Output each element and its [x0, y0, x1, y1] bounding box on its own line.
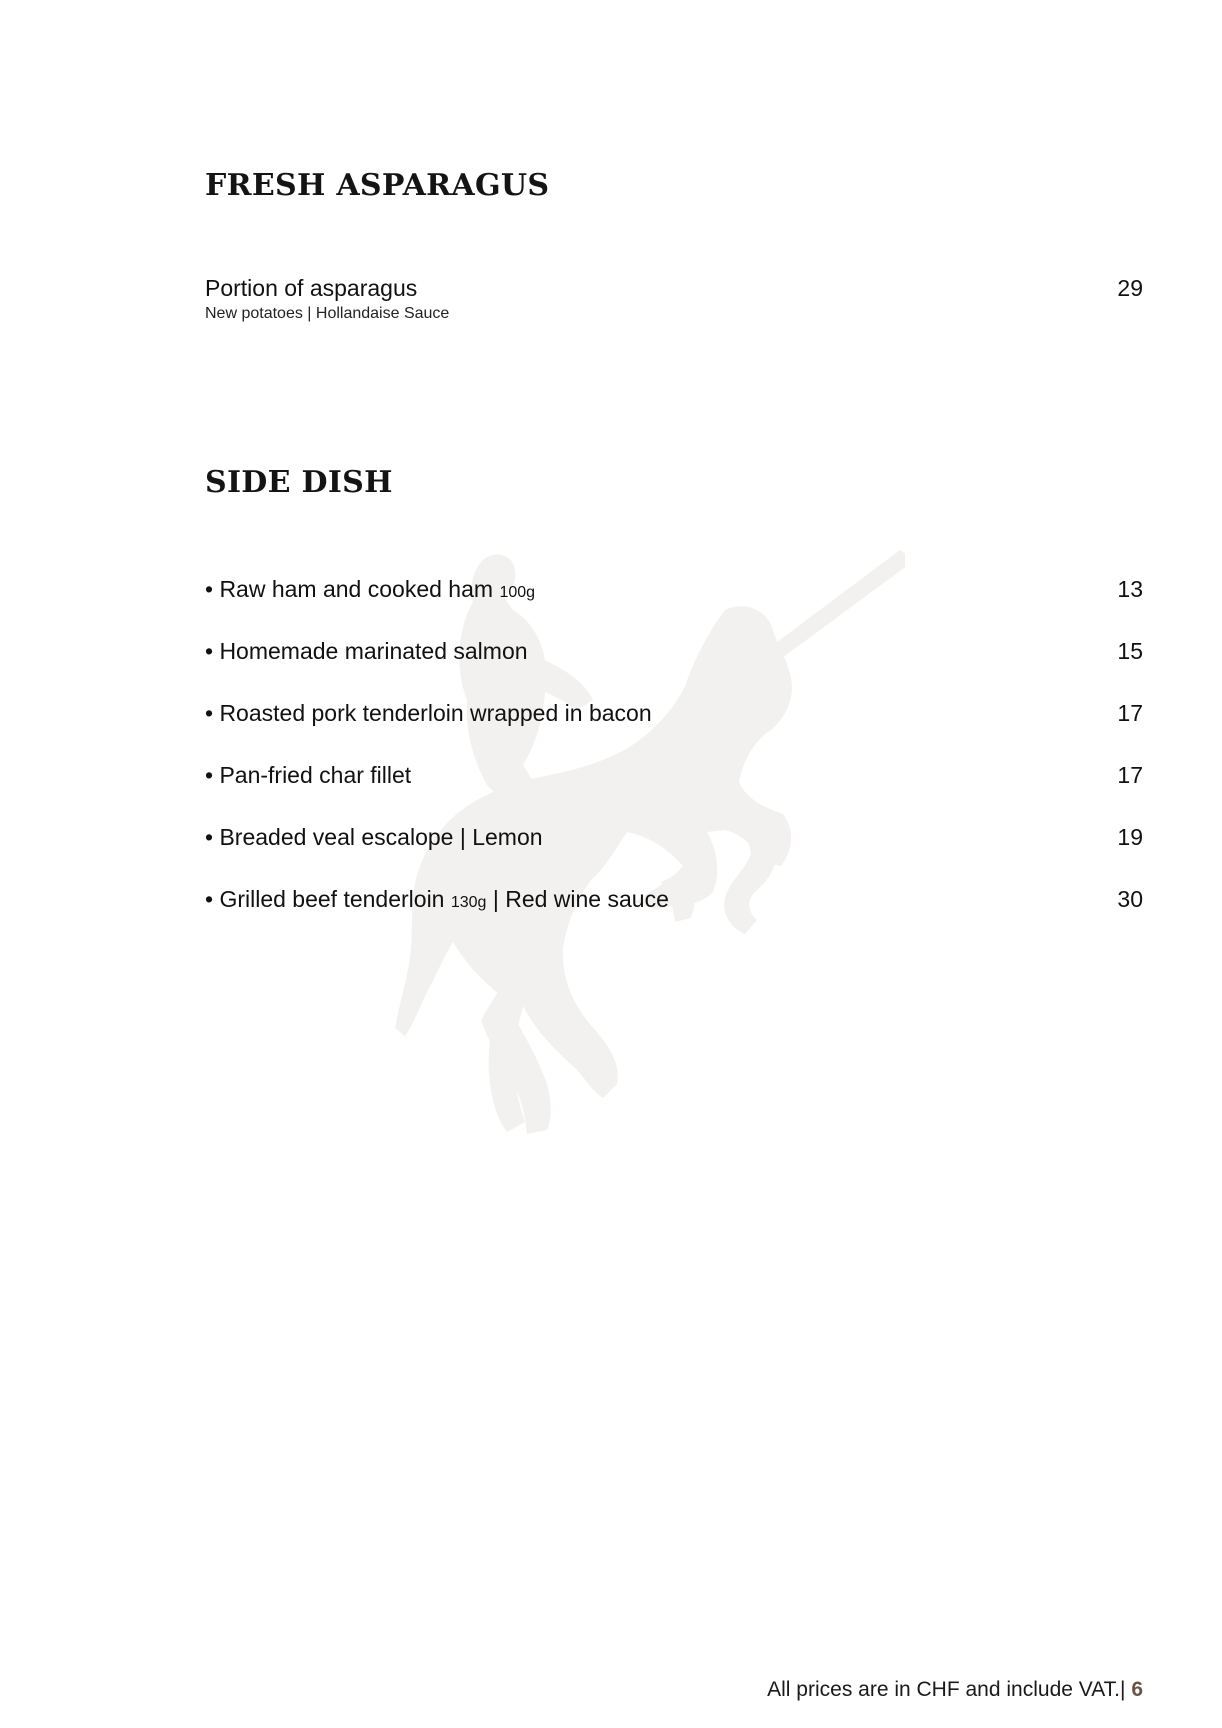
menu-item-name: • Grilled beef tenderloin 130g | Red wine sauce — [205, 886, 669, 912]
menu-item-description: New potatoes | Hollandaise Sauce — [205, 305, 450, 322]
menu-item-weight: 100g — [499, 584, 536, 601]
menu-item-name: Portion of asparagus — [205, 275, 418, 301]
menu-item-pork-tenderloin — [205, 699, 1143, 727]
menu-item-veal-escalope — [205, 823, 1143, 851]
menu-item-price: 15 — [1117, 638, 1143, 664]
menu-item-marinated-salmon — [205, 637, 1143, 665]
menu-item-name: • Pan-fried char fillet — [205, 762, 412, 788]
footer-separator: | — [1120, 1678, 1126, 1701]
page-footer — [767, 1678, 1143, 1702]
menu-item-price: 29 — [1117, 275, 1143, 301]
menu-item-char-fillet — [205, 761, 1143, 789]
menu-item-weight: 130g — [450, 894, 487, 911]
section-title-side-dish: SIDE DISH — [205, 465, 393, 500]
section-title-fresh-asparagus: FRESH ASPARAGUS — [205, 168, 550, 203]
menu-item-name: • Breaded veal escalope | Lemon — [205, 824, 543, 850]
menu-item-name: • Homemade marinated salmon — [205, 638, 528, 664]
menu-item-price: 13 — [1117, 576, 1143, 602]
menu-item-beef-tenderloin — [205, 885, 1143, 917]
menu-item-name: • Raw ham and cooked ham 100g — [205, 576, 536, 602]
menu-item-name: • Roasted pork tenderloin wrapped in bacon — [205, 700, 652, 726]
menu-item-price: 17 — [1117, 762, 1143, 788]
menu-item-suffix: | Red wine sauce — [492, 886, 669, 912]
menu-item-price: 19 — [1117, 824, 1143, 850]
menu-item-price: 30 — [1117, 886, 1143, 912]
menu-item-raw-and-cooked-ham — [205, 575, 1143, 607]
menu-item-price: 17 — [1117, 700, 1143, 726]
page-number: 6 — [1131, 1678, 1143, 1701]
price-note: All prices are in CHF and include VAT. — [767, 1678, 1120, 1701]
menu-item-portion-of-asparagus — [205, 274, 1143, 324]
